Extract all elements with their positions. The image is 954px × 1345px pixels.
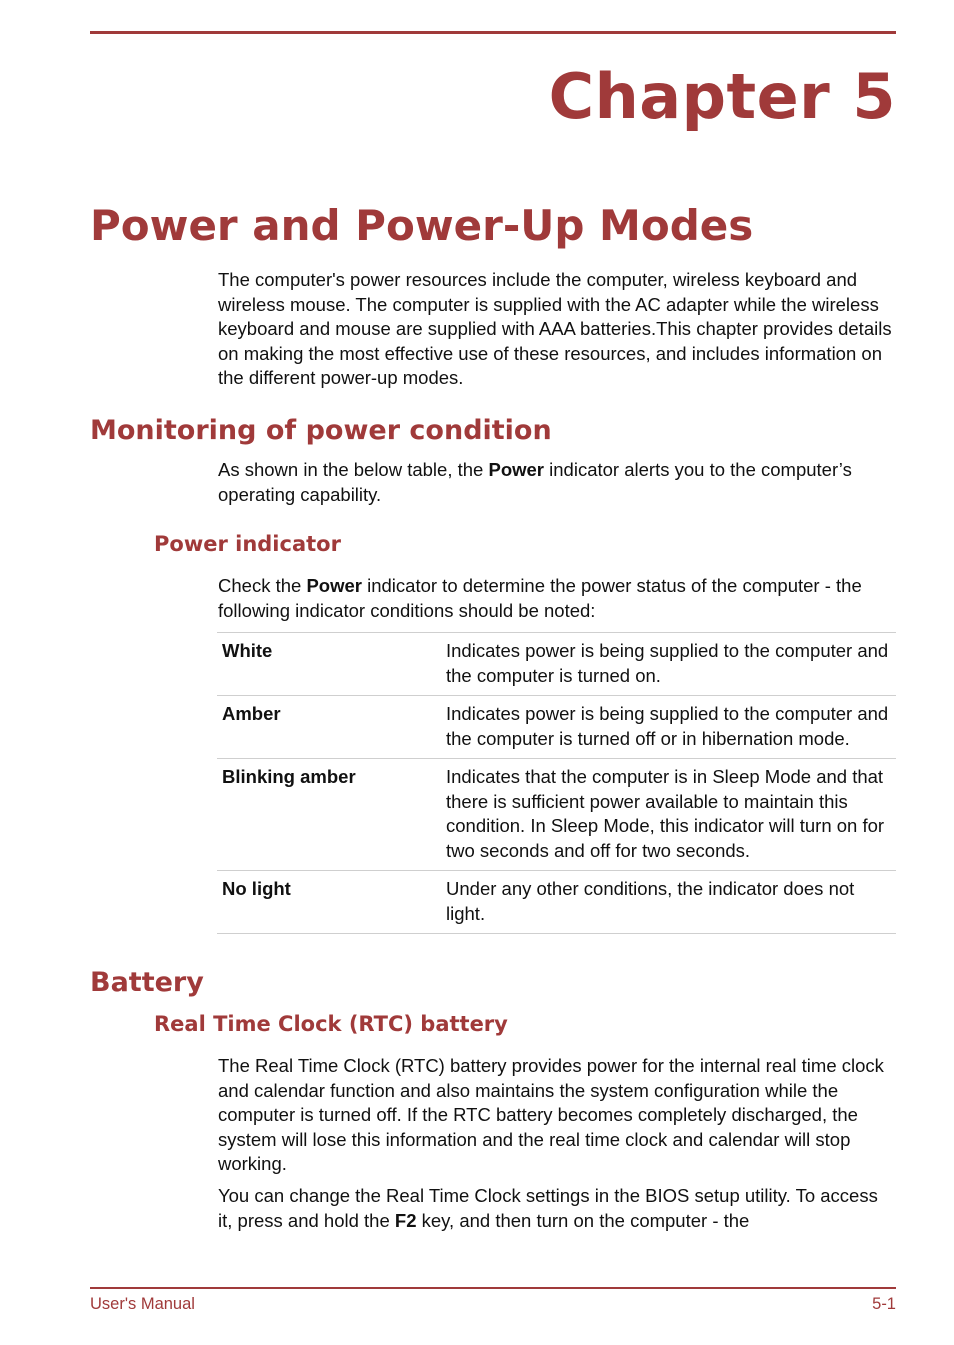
power-indicator-paragraph	[218, 574, 894, 623]
monitoring-heading: Monitoring of power condition	[90, 415, 552, 446]
table-row	[217, 696, 896, 759]
power-indicator-text-post: indicator to determine the power status of the computer - the following indicator conditions should be noted:	[218, 575, 862, 621]
indicator-term: Blinking amber	[217, 759, 441, 871]
chapter-label: Chapter 5	[548, 60, 896, 133]
f2-key-bold: F2	[394, 1209, 417, 1231]
table-row	[217, 633, 896, 696]
page-title: Power and Power-Up Modes	[90, 201, 754, 250]
footer-rule	[90, 1287, 896, 1289]
rtc-text-post: key, and then turn on the computer - the	[416, 1209, 750, 1231]
battery-heading: Battery	[90, 967, 204, 998]
rtc-paragraph-1: The Real Time Clock (RTC) battery provides power for the internal real time clock and calendar function and also maintains the system configuration while the computer is turned off. If the RTC battery becomes completely discharged, the system will lose this information and the real time clock and calendar will stop working.	[218, 1055, 884, 1174]
monitoring-text-pre: As shown in the below table, the	[218, 459, 489, 480]
footer-page-number: 5-1	[872, 1295, 896, 1313]
rtc-text-pre: You can change the Real Time Clock settings in the BIOS setup utility. To access it, press and hold the	[218, 1185, 878, 1231]
indicator-description: Under any other conditions, the indicator does not light.	[441, 871, 896, 934]
rtc-paragraph-2	[218, 1184, 894, 1233]
indicator-description: Indicates power is being supplied to the computer and the computer is turned off or in hibernation mode.	[441, 696, 896, 759]
footer-manual-label: User's Manual	[90, 1295, 195, 1313]
rtc-battery-heading: Real Time Clock (RTC) battery	[154, 1012, 508, 1036]
intro-paragraph: The computer's power resources include the computer, wireless keyboard and wireless mouse. The computer is supplied with the AC adapter while the wireless keyboard and mouse are supplied with AAA batteries.This chapter provides details on making the most effective use of these resources, and includes information on the different power-up modes.	[218, 269, 892, 388]
power-indicator-power-bold: Power	[306, 575, 362, 596]
table-row	[217, 871, 896, 934]
power-indicator-text-pre: Check the	[218, 575, 307, 596]
indicator-term: Amber	[217, 696, 441, 759]
monitoring-text-post: indicator alerts you to the computer’s operating capability.	[218, 459, 852, 505]
indicator-description: Indicates power is being supplied to the computer and the computer is turned on.	[441, 633, 896, 696]
power-indicator-heading: Power indicator	[154, 532, 341, 556]
indicator-term: No light	[217, 871, 441, 934]
power-indicator-table	[217, 632, 896, 934]
header-rule	[90, 31, 896, 34]
indicator-description: Indicates that the computer is in Sleep Mode and that there is sufficient power available to maintain this condition. In Sleep Mode, this indicator will turn on for two seconds and off for two seconds.	[441, 759, 896, 871]
table-row	[217, 759, 896, 871]
indicator-term: White	[217, 633, 441, 696]
monitoring-paragraph	[218, 458, 894, 507]
monitoring-power-bold: Power	[488, 459, 545, 480]
